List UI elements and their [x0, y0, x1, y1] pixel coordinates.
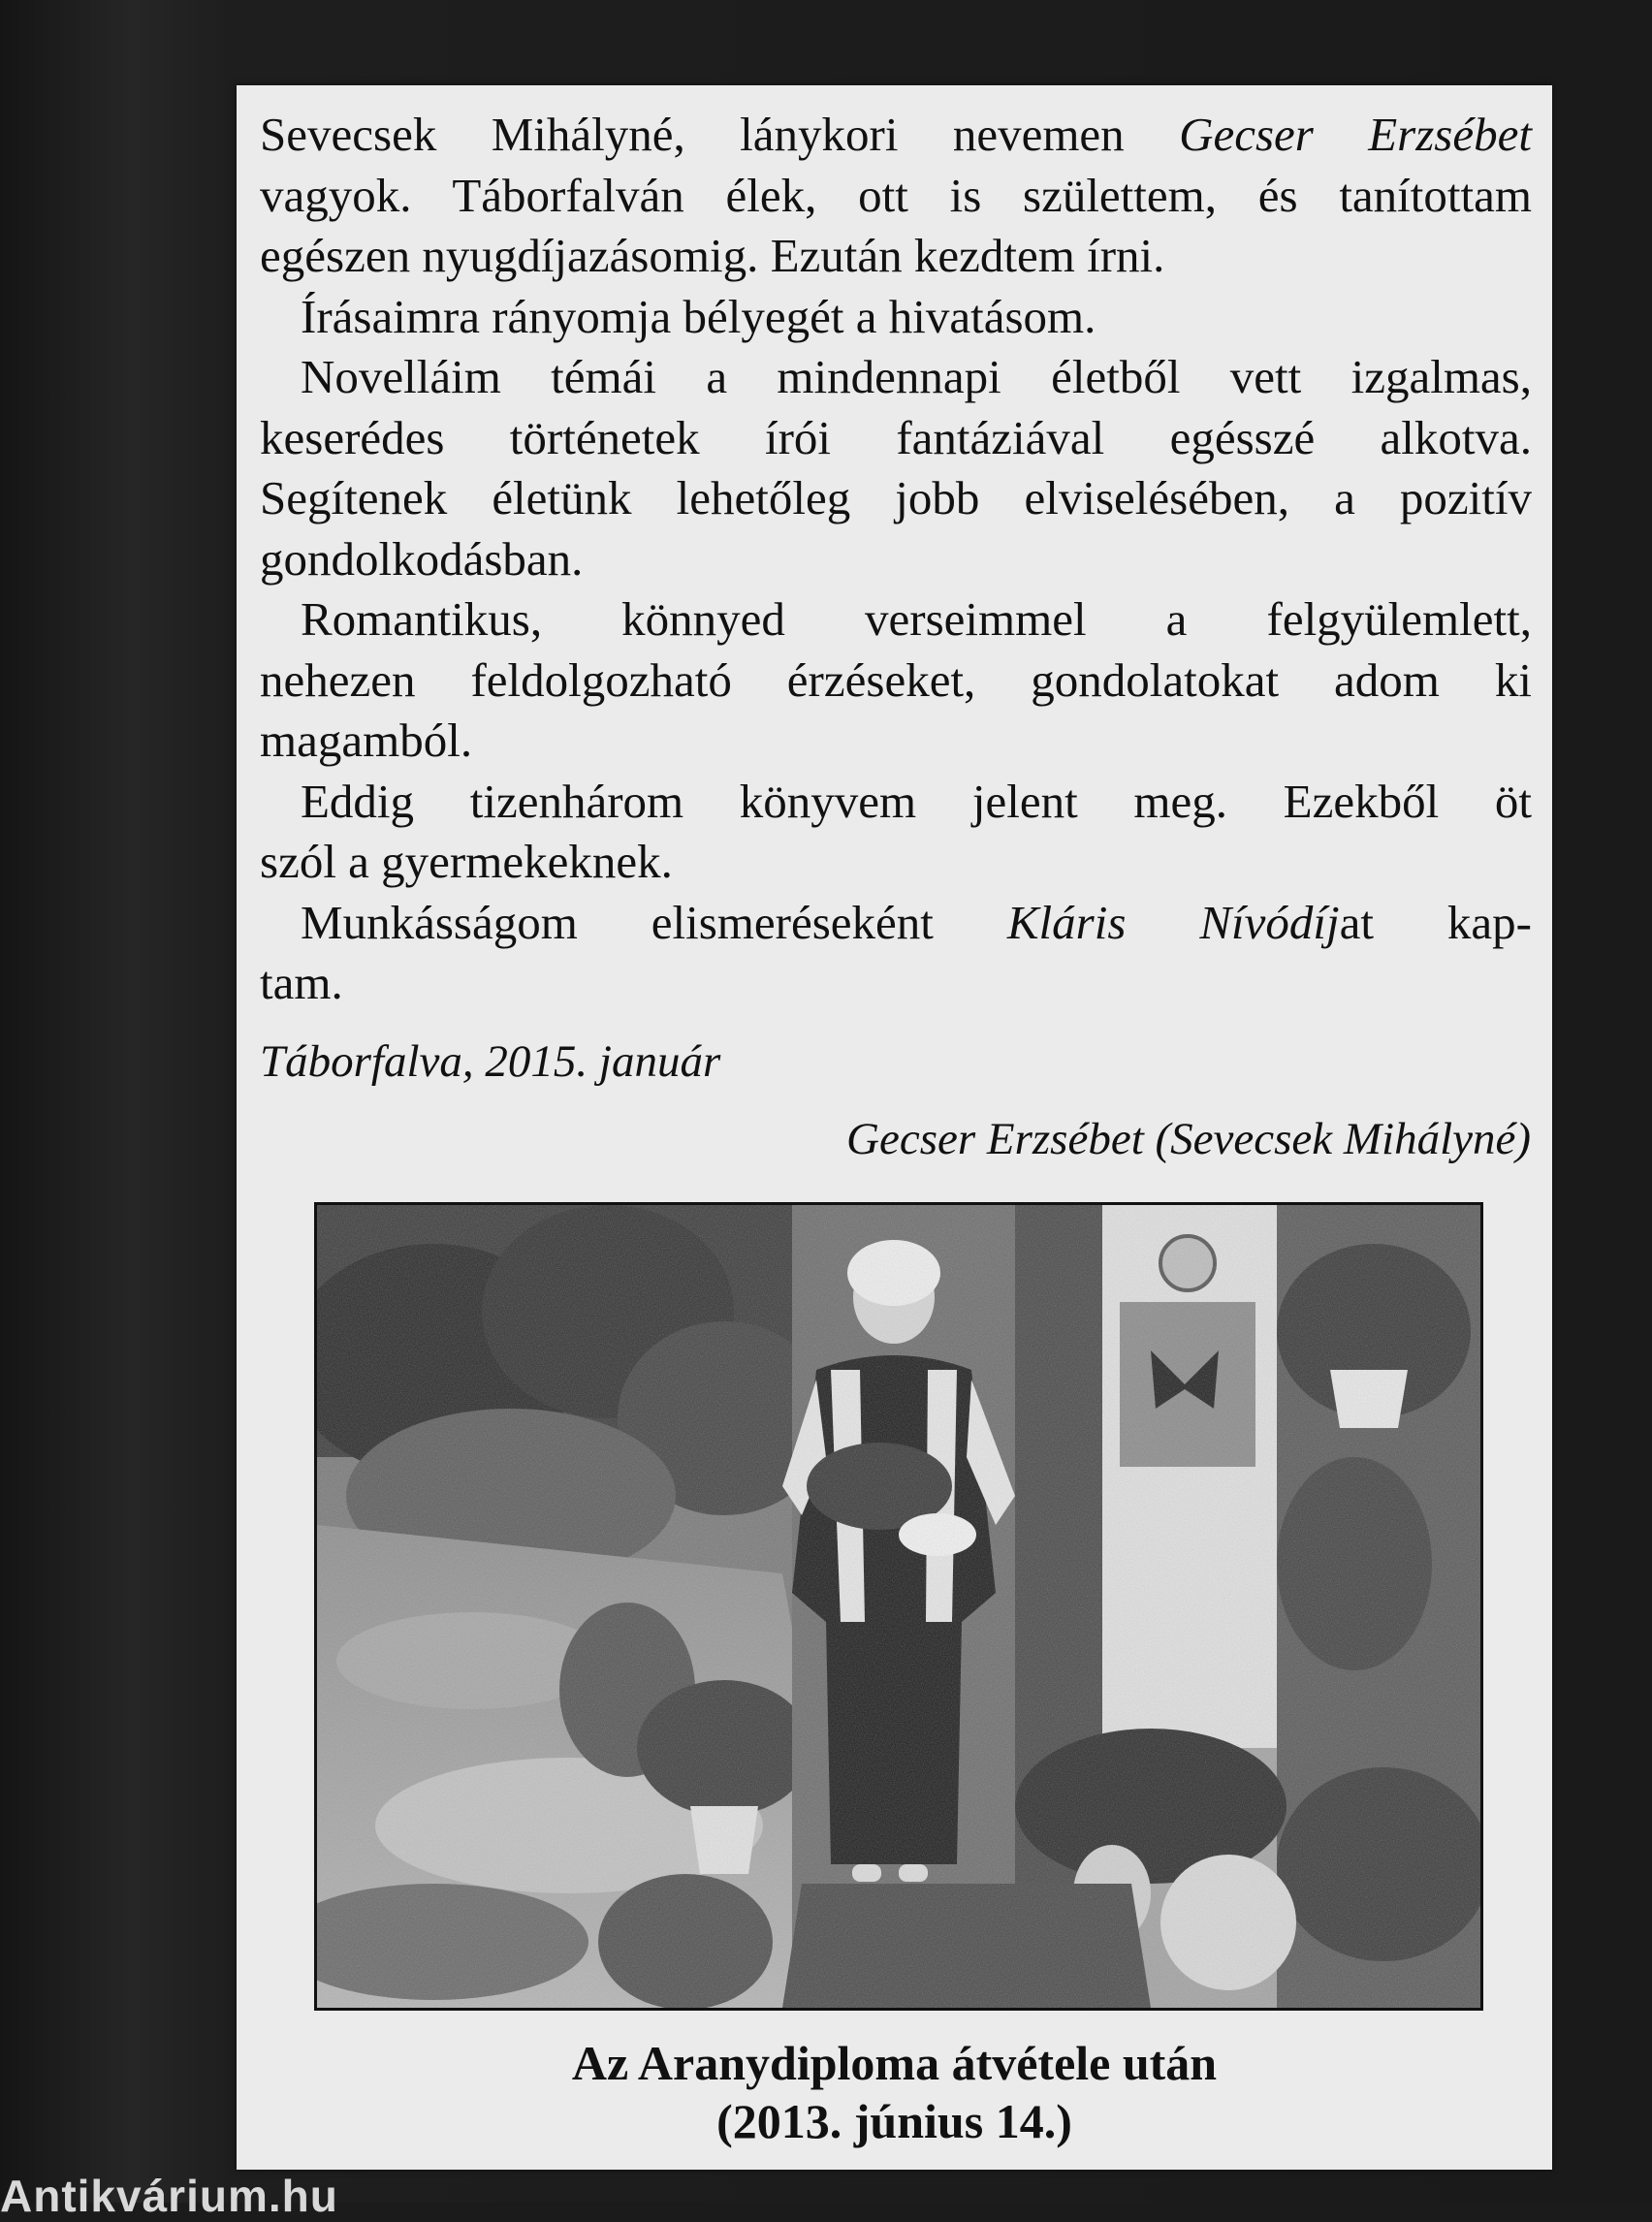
photograph: [314, 1202, 1483, 2011]
paragraph-3-line-1: Novelláim témái a mindennapi életből vett izgalmas,: [301, 350, 1532, 403]
caption-line-2: (2013. június 14.): [716, 2094, 1072, 2148]
paragraph-1-line-2: vagyok. Táborfalván élek, ott is születtem, és tanítottam: [260, 168, 1532, 222]
paragraph-6-line-2: tam.: [260, 956, 343, 1009]
photo-illustration: [317, 1205, 1480, 2008]
text-run: Munkásságom elismeréseként: [301, 895, 1007, 949]
paragraph-4-line-3: magamból.: [260, 714, 473, 767]
dateline: Táborfalva, 2015. január: [260, 1036, 721, 1087]
paragraph-1-line-1: [260, 105, 1532, 166]
paragraph-4-line-2: nehezen feldolgozható érzéseket, gondolatokat adom ki: [260, 652, 1532, 707]
award-name-italic: Kláris Nívódíj: [1006, 895, 1340, 949]
paragraph-3-line-2: keserédes történetek írói fantáziával egésszé alkotva.: [260, 410, 1532, 464]
paragraph-6-line-1: [260, 893, 1532, 954]
photo-caption: [237, 2034, 1552, 2150]
book-page: [237, 85, 1552, 2170]
paragraph-3-line-3: Segítenek életünk lehetőleg jobb elviselésében, a pozitív: [260, 471, 1532, 524]
watermark: Antikvárium.hu: [0, 2171, 338, 2221]
paragraph-3-line-4: gondolkodásban.: [260, 531, 584, 586]
paragraph-5-line-2: szól a gyermekeknek.: [260, 835, 673, 888]
paragraph-5-line-1: Eddig tizenhárom könyvem jelent meg. Ezekből öt: [301, 774, 1532, 828]
body-text: [260, 105, 1532, 1014]
text-run: at kap-: [1339, 895, 1532, 949]
paragraph-2-line-1: Írásaimra rányomja bélyegét a hivatásom.: [301, 289, 1096, 343]
signature: Gecser Erzsébet (Sevecsek Mihályné): [846, 1114, 1531, 1164]
caption-line-1: Az Aranydiploma átvétele után: [571, 2036, 1218, 2090]
author-name-italic: Gecser Erzsébet: [1179, 108, 1532, 161]
paragraph-4-line-1: Romantikus, könnyed verseimmel a felgyülemlett,: [301, 592, 1532, 646]
paragraph-1-line-3: egészen nyugdíjazásomig. Ezután kezdtem írni.: [260, 229, 1165, 282]
text-run: Sevecsek Mihályné, lánykori nevemen: [260, 108, 1180, 161]
